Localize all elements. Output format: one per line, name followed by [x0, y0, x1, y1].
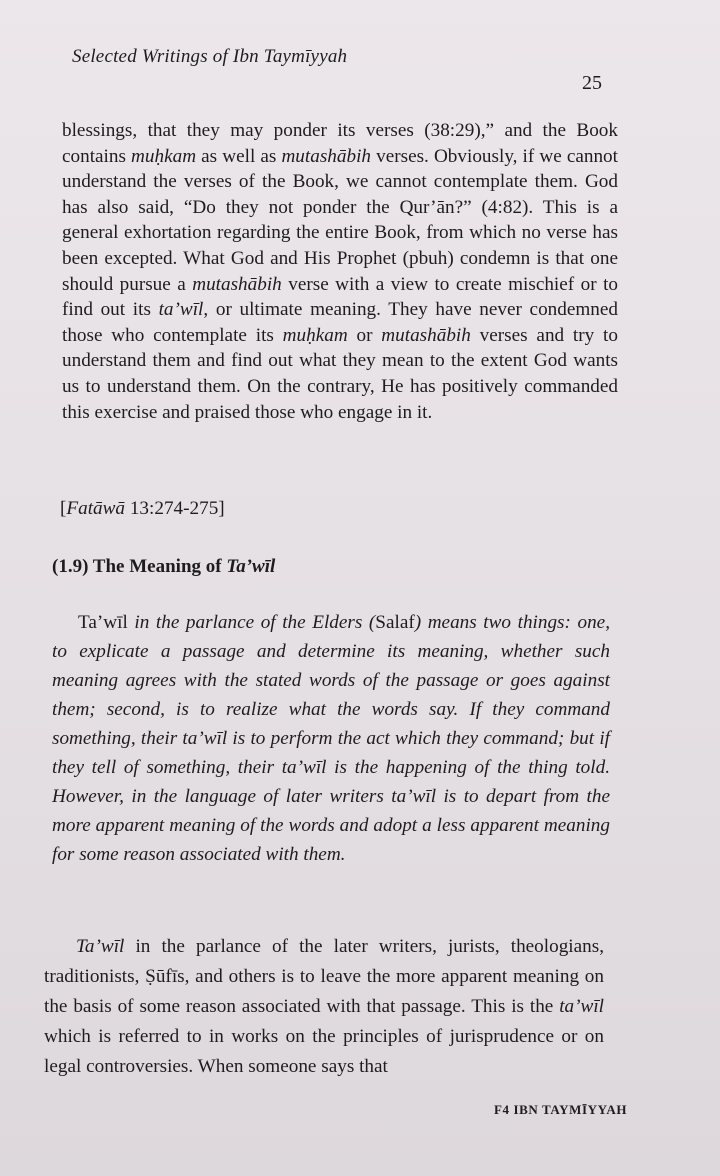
text-run: in the parlance of the Elders (: [127, 612, 376, 633]
section-title: (1.9) The Meaning of: [52, 556, 227, 577]
text-run: or: [347, 324, 382, 346]
citation-work: Fatāwā: [66, 498, 126, 519]
text-run: verses and try to understand them and find out what they mean to the extent God wants us to understand them. On the contrary, He has positively commanded this exercise and praised those who engage in it.: [62, 324, 618, 423]
citation-ref: 13:274-275]: [125, 498, 225, 519]
term-mutashabih: mutashābih: [192, 273, 282, 295]
running-title: Selected Writings of Ibn Taymīyyah: [72, 46, 348, 67]
paragraph-2: [52, 608, 610, 869]
page-number: 25: [582, 72, 602, 94]
text-run: which is referred to in works on the principles of jurisprudence or on legal controversies. When someone says that: [44, 1026, 604, 1077]
term-salaf: Salaf: [375, 612, 415, 633]
text-run: as well as: [196, 145, 282, 167]
term-mutashabih: mutashābih: [281, 145, 372, 167]
term-muhkam: muḥkam: [282, 324, 348, 346]
text-run: blessings, that they may ponder its verses (38:29),” and the Book contains: [62, 120, 618, 167]
term-tawil: Ta’wīl: [78, 612, 128, 633]
text-run: in the parlance of the later writers, jurists, theologians, traditionists, Ṣūfīs, and others is to leave the more apparent meaning on the basis of some reason associated with that passage. This is the: [44, 936, 604, 1017]
signature-mark: F4 IBN TAYMĪYYAH: [494, 1102, 628, 1117]
section-heading: [52, 556, 275, 578]
source-citation: [60, 496, 225, 521]
term-tawil: ta’wīl: [559, 996, 604, 1017]
text-run: ) means two things: one, to explicate a passage and determine its meaning, whether such meaning agrees with the stated words of the passage or goes against them; second, is to realize what the words say. If they command something, their ta’wīl is to perform the act which they command; but if they tell of something, their ta’wīl is the happening of the thing told. However, in the language of later writers ta’wīl is to depart from the more apparent meaning of the words and adopt a less apparent meaning for some reason associated with them.: [52, 612, 610, 865]
citation-open: [: [60, 498, 67, 519]
text-run: verse with a view to create mischief or to find out its: [62, 273, 618, 321]
term-mutashabih: mutashābih: [381, 324, 471, 346]
section-term: Ta’wīl: [226, 556, 276, 577]
text-run: verses. Obviously, if we cannot understand the verses of the Book, we cannot contemplate them. God has also said, “Do they not ponder the Qur’ān?” (4:82). This is a general exhortation regarding the entire Book, from which no verse has been excepted. What God and His Prophet (pbuh) condemn is that one should pursue a: [62, 145, 618, 295]
text-run: , or ultimate meaning. They have never condemned those who contemplate its: [62, 299, 618, 346]
term-muhkam: muḥkam: [131, 145, 197, 167]
paragraph-3: [44, 932, 604, 1082]
paragraph-1: [62, 118, 618, 425]
term-tawil: ta’wīl: [158, 299, 204, 321]
term-tawil: Ta’wīl: [76, 936, 125, 957]
